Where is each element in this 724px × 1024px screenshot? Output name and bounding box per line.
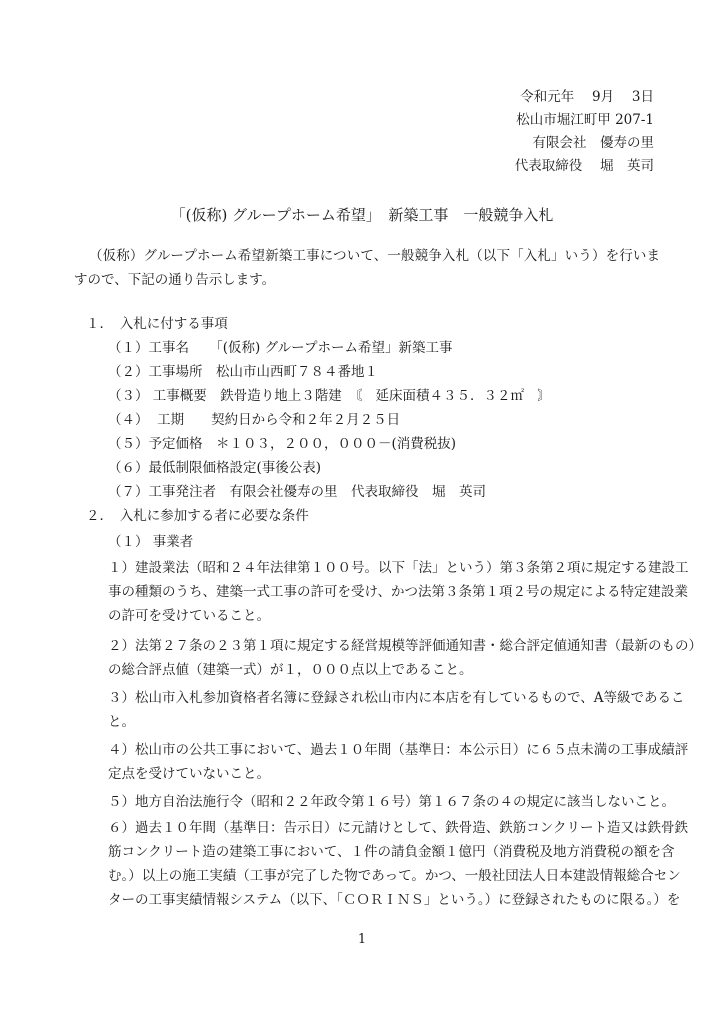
sender-address: 松山市堀江町甲 207-1 bbox=[516, 112, 654, 128]
paragraph-line: ３）松山市入札参加資格者名簿に登録され松山市内に本店を有しているもので、A等級であるこ bbox=[108, 690, 685, 706]
condition-paragraph-5 bbox=[108, 790, 675, 814]
paragraph-line: む。）以上の施工実績（工事が完了した物であって。かつ、一般社団法人日本建設情報総合セン bbox=[108, 868, 681, 884]
paragraph-line: の総合評点値（建築一式）が１，０００点以上であること。 bbox=[108, 662, 473, 678]
paragraph-line: ５）地方自治法施行令（昭和２２年政令第１６号）第１６７条の４の規定に該当しないこと。 bbox=[108, 794, 675, 810]
intro-paragraph: （仮称）グループホーム希望新築工事について、一般競争入札（以下「入札」いう）を行いますので、下記の通り告示します。 bbox=[74, 248, 660, 288]
document-title: 「(仮称) グループホーム希望」 新築工事 一般競争入札 bbox=[170, 206, 554, 224]
sender-representative: 代表取締役 堀 英司 bbox=[514, 158, 654, 174]
section-2-subheading: （１） 事業者 bbox=[108, 534, 194, 550]
paragraph-line: １）建設業法（昭和２４年法律第１００号。以下「法」という）第３条第２項に規定する建設工 bbox=[108, 560, 689, 576]
sender-company: 有限会社 優寿の里 bbox=[532, 135, 654, 151]
paragraph-line: ４）松山市の公共工事において、過去１０年間（基準日：本公示日）に６５点未満の工事成績評 bbox=[108, 742, 689, 758]
paragraph-line: ２）法第２７条の２３第１項に規定する経営規模等評価通知書・総合評定値通知書（最新のもの） bbox=[108, 638, 702, 654]
paragraph-line: ６）過去１０年間（基準日：告示日）に元請けとして、鉄骨造、鉄筋コンクリート造又は鉄骨鉄 bbox=[108, 820, 688, 836]
condition-paragraph-1 bbox=[108, 556, 689, 628]
section-1-heading: １． 入札に付する事項 bbox=[86, 316, 228, 332]
section-1-item: （２）工事場所 松山市山西町７８４番地１ bbox=[108, 364, 378, 380]
paragraph-line: 定点を受けていないこと。 bbox=[108, 766, 270, 782]
paragraph-line: 事の種類のうち、建築一式工事の許可を受け、かつ法第３条第１項２号の規定による特定建設業 bbox=[108, 584, 688, 600]
section-1-item: （４） 工期 契約日から令和２年２月２５日 bbox=[108, 412, 401, 428]
section-2-heading: ２． 入札に参加する者に必要な条件 bbox=[86, 508, 309, 524]
paragraph-line: 筋コンクリート造の建築工事において、１件の請負金額１億円（消費税及地方消費税の額を含 bbox=[108, 844, 675, 860]
condition-paragraph-6 bbox=[108, 816, 688, 912]
section-1-item: （３） 工事概要 鉄骨造り地上３階建 〘 延床面積４３５．３２㎡ 〙 bbox=[108, 388, 552, 404]
page-number: 1 bbox=[357, 932, 367, 947]
sender-block bbox=[515, 86, 654, 178]
paragraph-line: の許可を受けていること。 bbox=[108, 608, 270, 624]
section-1-item: （５）予定価格 ＊１０３，２００，０００－(消費税抜) bbox=[108, 436, 457, 452]
section-1-item: （１）工事名 「(仮称) グループホーム希望」新築工事 bbox=[108, 340, 453, 356]
condition-paragraph-2 bbox=[108, 634, 702, 682]
condition-paragraph-3 bbox=[108, 686, 685, 734]
issue-date: 令和元年 9月 3日 bbox=[520, 89, 654, 105]
paragraph-line: と。 bbox=[108, 714, 135, 730]
paragraph-line: ターの工事実績情報システム（以下、「ＣＯＲＩＮＳ」という。）に登録されたものに限る。）を bbox=[108, 892, 681, 908]
condition-paragraph-4 bbox=[108, 738, 689, 786]
section-1-item: （７）工事発注者 有限会社優寿の里 代表取締役 堀 英司 bbox=[108, 484, 486, 500]
section-1-item: （６）最低制限価格設定(事後公表) bbox=[108, 460, 322, 476]
